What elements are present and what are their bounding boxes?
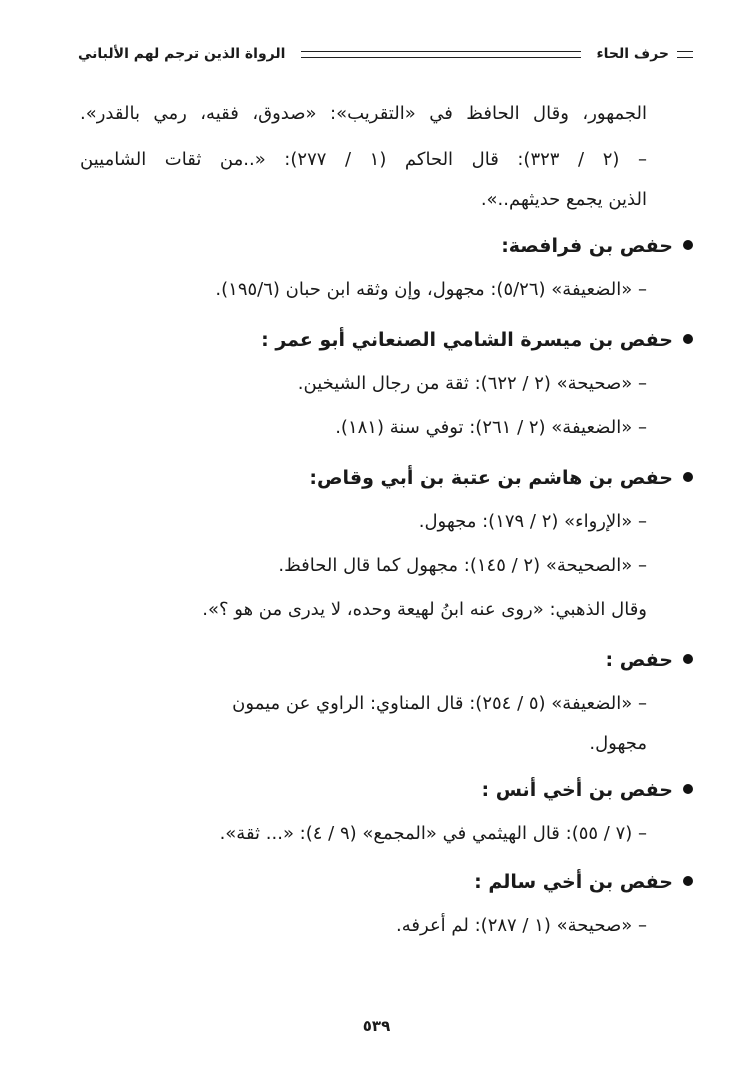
entry-line: وقال الذهبي: «روى عنه ابنُ لهيعة وحده، لا يدرى من هو ؟».	[202, 599, 647, 620]
entry-line: – «الضعيفة» (٥ / ٢٥٤): قال المناوي: الراوي عن ميمون	[232, 693, 647, 714]
entry-line: – «الإرواء» (٢ / ١٧٩): مجهول.	[418, 511, 647, 532]
entry-heading: حفص بن أخي أنس :	[80, 776, 693, 804]
entry-line: – «صحيحة» (٢ / ٦٢٢): ثقة من رجال الشيخين.	[297, 373, 647, 394]
text-line: الذين يجمع حديثهم..».	[480, 189, 647, 210]
text-line: الجمهور، وقال الحافظ في «التقريب»: «صدوق، فقيه، رمي بالقدر».	[80, 103, 647, 124]
header-chapter: حرف الحاء	[596, 46, 669, 62]
bullet-icon	[683, 334, 693, 344]
bullet-icon	[683, 472, 693, 482]
entry-heading: حفص بن هاشم بن عتبة بن أبي وقاص:	[80, 464, 693, 492]
running-header	[78, 42, 693, 66]
entry-line: – «الصحيحة» (٢ / ١٤٥): مجهول كما قال الحافظ.	[278, 555, 647, 576]
entry-heading: حفص بن فرافصة:	[80, 232, 693, 260]
text-line: – (٢ / ٣٢٣): قال الحاكم (١ / ٢٧٧): «..من ثقات الشاميين	[80, 149, 647, 170]
bullet-icon	[683, 784, 693, 794]
bullet-icon	[683, 876, 693, 886]
header-rule-right	[677, 51, 693, 58]
header-book-title: الرواة الذين ترجم لهم الألباني	[78, 46, 286, 62]
entry-line: مجهول.	[589, 733, 647, 754]
entry-heading: حفص بن أخي سالم :	[80, 868, 693, 896]
header-rule-middle	[301, 51, 580, 58]
page-number: ٥٣٩	[362, 1017, 391, 1035]
entry-heading: حفص :	[80, 646, 693, 674]
bullet-icon	[683, 654, 693, 664]
bullet-icon	[683, 240, 693, 250]
entry-line: – «الضعيفة» (٥/٢٦): مجهول، وإن وثقه ابن حبان (١٩٥/٦).	[215, 279, 647, 300]
entry-line: – (٧ / ٥٥): قال الهيثمي في «المجمع» (٩ / ٤): «... ثقة».	[219, 823, 647, 844]
entry-heading: حفص بن ميسرة الشامي الصنعاني أبو عمر :	[80, 326, 693, 354]
entry-line: – «الضعيفة» (٢ / ٢٦١): توفي سنة (١٨١).	[335, 417, 647, 438]
entry-line: – «صحيحة» (١ / ٢٨٧): لم أعرفه.	[396, 915, 647, 936]
